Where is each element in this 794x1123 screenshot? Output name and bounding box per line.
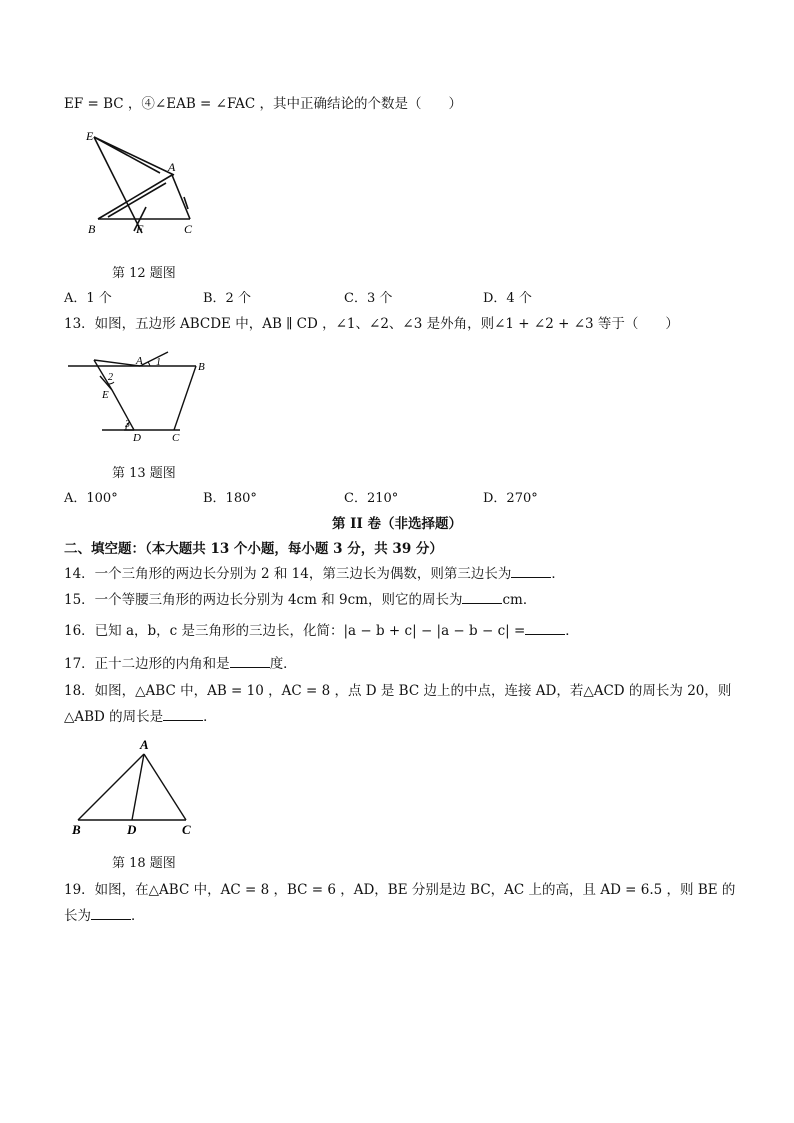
q12-stem-tail: EF = BC ，④∠EAB = ∠FAC ，其中正确结论的个数是（ ） [64,96,463,112]
q18-caption: 第 18 题图 [112,856,176,871]
q18-line2 [64,705,217,725]
q17-end: 度． [269,656,297,672]
q16 [64,619,579,639]
q17 [64,652,297,672]
q12-label-B: B [88,222,96,236]
q13-label-D: D [133,432,141,444]
q19-line2 [64,904,145,924]
q12-label-F: F [136,222,144,236]
q13-label-A: A [136,355,143,367]
q13-label-B: B [198,361,205,373]
q18-label-D: D [127,822,137,837]
q17-text: 17．正十二边形的内角和是 [64,656,230,672]
q13-label-3: 3 [125,419,130,430]
q18-end: ． [203,709,217,725]
q15 [64,588,536,608]
q12-caption: 第 12 题图 [112,266,176,281]
q19-blank[interactable] [91,907,131,920]
q18-blank[interactable] [163,708,203,721]
q13-stem: 13．如图，五边形 ABCDE 中，AB ∥ CD ，∠1、∠2、∠3 是外角，则∠1 + ∠2 + ∠3 等于（ ） [64,316,679,332]
q12-option-d[interactable]: D．4 个 [483,291,532,306]
q16-text: 16．已知 a，b，c 是三角形的三边长，化简：|a − b + c| − |a − b − c| = [64,623,526,639]
q16-blank[interactable] [525,622,565,635]
q18-label-C: C [182,822,191,837]
q13-caption: 第 13 题图 [112,466,176,481]
q16-end: ． [565,623,579,639]
q17-blank[interactable] [230,655,270,668]
q13-label-1: 1 [156,357,161,368]
q18-line1: 18．如图，△ABC 中，AB = 10 ，AC = 8 ，点 D 是 BC 边上的中点，连接 AD，若△ACD 的周长为 20，则 [64,683,732,699]
section-title: 第 II 卷（非选择题） [331,516,463,532]
q18-label-B: B [72,822,81,837]
part2-heading: 二、填空题：（本大题共 13 个小题，每小题 3 分，共 39 分） [64,541,443,557]
q14-end: ． [551,566,565,582]
q13-label-C: C [172,432,180,444]
q19-line2-text: 长为 [64,908,91,924]
q14 [64,562,565,582]
q12-label-A: A [168,160,176,174]
q18-line2-text: △ABD 的周长是 [64,709,164,725]
q12-figure [78,125,208,243]
q13-option-b[interactable]: B．180° [203,491,257,506]
q13-label-2: 2 [108,372,113,383]
q18-figure [68,734,204,838]
q13-figure [64,346,214,444]
q13-option-a[interactable]: A．100° [64,491,118,506]
q12-option-c[interactable]: C．3 个 [344,291,393,306]
q18-label-A: A [140,737,149,752]
q14-text: 14．一个三角形的两边长分别为 2 和 14，第三边长为偶数，则第三边长为 [64,566,512,582]
q12-label-C: C [184,222,193,236]
q14-blank[interactable] [511,565,551,578]
q13-option-c[interactable]: C．210° [344,491,399,506]
q13-label-E: E [102,389,109,401]
q19-end: ． [131,908,145,924]
q13-option-d[interactable]: D．270° [483,491,538,506]
q15-blank[interactable] [462,591,502,604]
q15-text: 15．一个等腰三角形的两边长分别为 4cm 和 9cm，则它的周长为 [64,592,463,608]
q12-option-b[interactable]: B．2 个 [203,291,251,306]
q19-line1: 19．如图，在△ABC 中，AC = 8 ，BC = 6 ，AD，BE 分别是边 BC，AC 上的高，且 AD = 6.5 ，则 BE 的 [64,882,736,898]
q12-label-E: E [86,129,94,143]
q15-end: cm． [502,592,537,608]
q12-option-a[interactable]: A．1 个 [64,291,112,306]
